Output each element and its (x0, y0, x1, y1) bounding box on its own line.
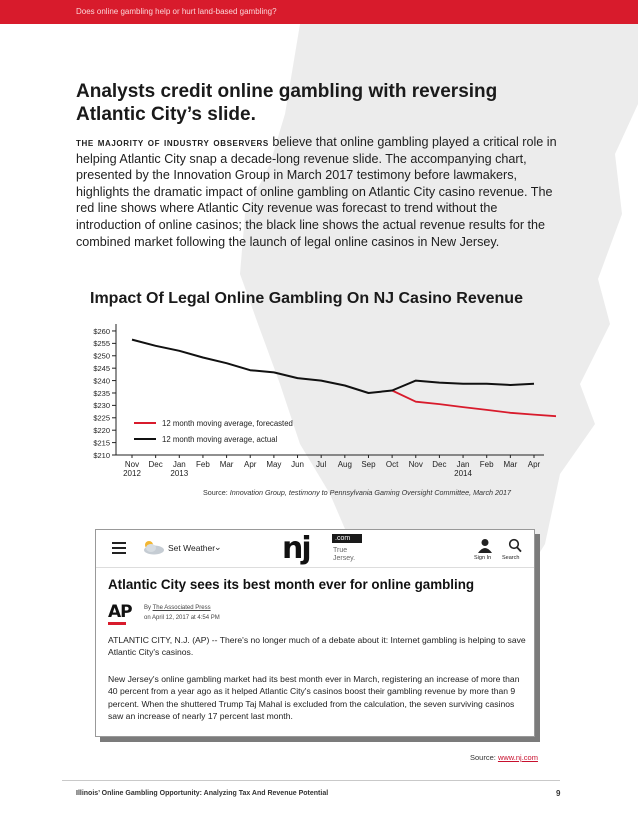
nj-source-link[interactable]: www.nj.com (497, 753, 538, 762)
article-paragraph-1: ATLANTIC CITY, N.J. (AP) -- There's no longer much of a debate about it: Internet gambling is helping to save Atlantic City's casinos. (108, 635, 526, 658)
x-tick-label: Aug (337, 460, 352, 469)
x-tick-label: May (266, 460, 282, 469)
byline-author-link[interactable]: The Associated Press (152, 605, 211, 611)
byline-date: on April 12, 2017 at 4:54 PM (144, 615, 220, 621)
x-tick-label: Jul (316, 460, 327, 469)
x-tick-label: Dec (148, 460, 163, 469)
page-number: 9 (556, 789, 561, 798)
y-tick-label: $245 (93, 363, 110, 373)
weather-cloud-icon[interactable] (140, 539, 166, 555)
tagline-line1: True (333, 547, 348, 554)
tagline-line2: Jersey. (333, 555, 356, 562)
y-tick-label: $240 (93, 376, 110, 386)
y-tick-label: $230 (93, 401, 110, 411)
section-heading: Analysts credit online gambling with reversing Atlantic City’s slide. (76, 81, 498, 125)
nj-logo-tagline (333, 547, 355, 563)
x-tick-label: Jun (291, 460, 304, 469)
chart-source (203, 488, 511, 497)
news-clipping (95, 529, 535, 737)
nj-site-header (96, 530, 534, 568)
x-tick-label: Feb (479, 460, 494, 469)
set-weather-link[interactable]: Set Weather (168, 543, 216, 553)
footer-report-title: Illinois’ Online Gambling Opportunity: Analyzing Tax And Revenue Potential (76, 790, 329, 797)
x-year-label: 2013 (170, 469, 189, 478)
intro-paragraph (76, 134, 560, 250)
y-tick-label: $210 (93, 450, 110, 460)
y-tick-label: $235 (93, 388, 110, 398)
chart-source-text: Innovation Group, testimony to Pennsylvania Gaming Oversight Committee, March 2017 (229, 488, 512, 497)
x-year-label: 2014 (454, 469, 472, 478)
x-tick-label: Sep (361, 460, 376, 469)
y-tick-label: $225 (93, 413, 110, 423)
x-tick-label: Dec (432, 460, 447, 469)
y-tick-label: $260 (93, 326, 110, 336)
legend-forecast-label: 12 month moving average, forecasted (162, 419, 293, 428)
revenue-line-chart (76, 318, 556, 486)
user-icon[interactable] (478, 538, 492, 553)
ap-logo-bar (108, 622, 126, 625)
article-paragraph-2: New Jersey's online gambling market had its best month ever in March, registering an increase of more than 40 percent from a year ago as it helped Atlantic City's casinos boost their gambling revenue by more than 9 percent. When the shuttered Trump Taj Mahal is excluded from the calculation, the seven surviving casinos saw an increase of nearly 17 percent last month. (108, 674, 520, 722)
x-tick-label: Mar (219, 460, 234, 469)
intro-body: believe that online gambling played a critical role in helping Atlantic City snap a decade-long revenue slide. The accompanying chart, presented by the Innovation Group in March 2017 testimony before lawmakers, highlights the dramatic impact of online gambling on Atlantic City casino revenue. The red line shows where Atlantic City revenue was forecast to trend without the introduction of online casinos; the black line shows the actual revenue results for the combined market following the launch of legal online casinos in New Jersey. (76, 135, 557, 249)
y-tick-label: $250 (93, 351, 110, 361)
actual-series-line (132, 340, 534, 393)
article-byline (144, 603, 220, 623)
byline-prefix: By (144, 605, 153, 611)
y-tick-label: $215 (93, 438, 110, 448)
article-headline[interactable]: Atlantic City sees its best month ever for online gambling (108, 577, 475, 592)
chart-title: Impact Of Legal Online Gambling On NJ Casino Revenue (90, 290, 523, 307)
search-link[interactable]: Search (502, 555, 520, 561)
y-tick-label: $255 (93, 339, 110, 349)
legend-actual-label: 12 month moving average, actual (162, 435, 278, 444)
x-tick-label: Mar (503, 460, 518, 469)
running-title: Does online gambling help or hurt land-based gambling? (76, 7, 277, 16)
x-tick-label: Oct (385, 460, 399, 469)
search-icon[interactable] (508, 538, 522, 553)
forecast-series-line (392, 391, 556, 417)
x-tick-label: Nov (408, 460, 423, 469)
chevron-down-icon[interactable]: ⌄ (214, 542, 222, 552)
lead-in: the majority of industry observers (76, 135, 269, 149)
x-tick-label: Jan (172, 460, 186, 469)
sign-in-link[interactable]: Sign In (474, 555, 492, 561)
nj-logo-com: .com (332, 534, 362, 543)
ap-logo: AP (108, 602, 132, 622)
x-tick-label: Jan (456, 460, 470, 469)
clipping-source-prefix: Source: (470, 753, 498, 762)
x-tick-label: Apr (527, 460, 541, 469)
y-tick-label: $220 (93, 425, 110, 435)
x-tick-label: Apr (244, 460, 257, 469)
chart-source-prefix: Source: (203, 488, 230, 497)
footer-divider (62, 780, 560, 781)
x-tick-label: Feb (196, 460, 210, 469)
clipping-source (470, 753, 538, 762)
x-tick-label: Nov (124, 460, 140, 469)
x-year-label: 2012 (123, 469, 141, 478)
top-banner (0, 0, 638, 24)
menu-icon[interactable] (112, 542, 126, 554)
nj-logo[interactable]: nj (282, 531, 310, 566)
